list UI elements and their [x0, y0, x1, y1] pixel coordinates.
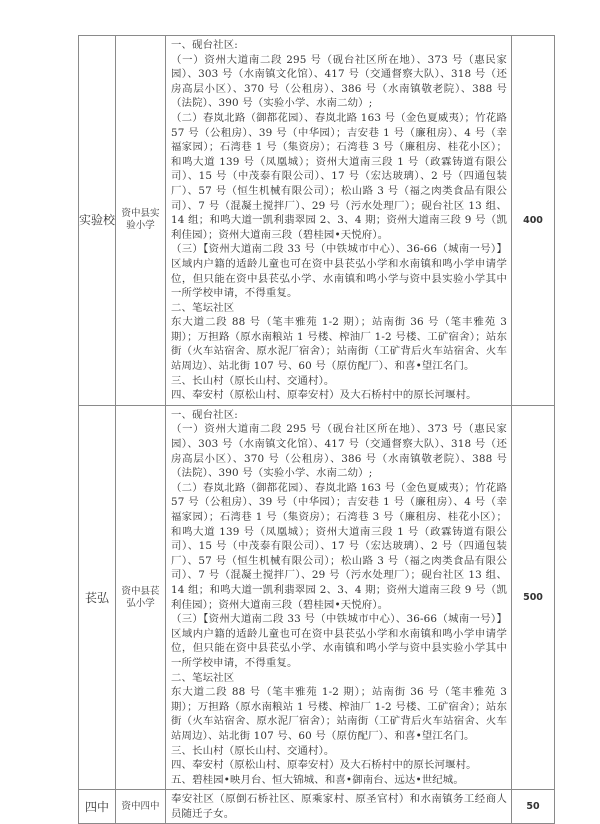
- zone-description-cell: [166, 790, 512, 824]
- table-row: [79, 790, 555, 824]
- zone-paragraph: （二）春岚北路（御都花园）、春岚北路 163 号（金色夏威夷）；竹花路 57 号（公租房）、39 号（中华园）；吉安巷 1 号（廉租房）、4 号（幸福家园）；石湾巷 1 号（集资房）；石湾巷 3 号（廉租房、桂花小区）；和鸣大道 139 号（凤凰城）；资州大道南三段 1 号（政霖铸道有限公司）、15 号（中茂泰有限公司）、17 号（宏达玻璃）、2 号（四通包装厂）、57 号（恒生机械有限公司）；松山路 3 号（福之肉类食品有限公司）、7 号（混凝土搅拌厂）、29 号（污水处理厂）；砚台社区 13 组、14 组；和鸣大道一凯利翡翠园 2、3、4 期；资州大道南三段 9 号（凯利佳园）；资州大道南三段（碧桂园•天悦府）。: [171, 111, 507, 241]
- zone-paragraph: （一）资州大道南二段 295 号（砚台社区所在地）、373 号（惠民家园）、303 号（水南镇文化馆）、417 号（交通督察大队）、318 号（还房高层小区）、370 号（公租房）、386 号（水南镇敬老院）、388 号（法院）、390 号（实验小学、水南二幼）;: [171, 53, 507, 110]
- quota-cell: 500: [512, 405, 555, 789]
- zone-description-cell: [166, 36, 512, 406]
- zone-description-cell: [166, 405, 512, 789]
- zone-paragraph: 东大道二段 88 号（笔丰雅苑 1-2 期）；站南街 36 号（笔丰雅苑 3 期）；万担路（原水南粮站 1 号楼、榨油厂 1-2 号楼、工矿宿舍）；站东街（火车站宿舍、原水泥厂宿舍）；站南街（工矿背后火车站宿舍、火车站周边）、站北街 107 号、60 号（原仿配厂）、和喜•望江名门。: [171, 686, 507, 742]
- zone-paragraph: 二、笔坛社区: [171, 671, 235, 684]
- district-cell: 苌弘: [79, 405, 116, 789]
- zone-paragraph: 东大道二段 88 号（笔丰雅苑 1-2 期）；站南街 36 号（笔丰雅苑 3 期）；万担路（原水南粮站 1 号楼、榨油厂 1-2 号楼、工矿宿舍）；站东街（火车站宿舍、原水泥厂宿舍）；站南街（工矿背后火车站宿舍、火车站周边）、站北街 107 号、60 号（原仿配厂）、和喜•望江名门。: [171, 316, 507, 373]
- zone-paragraph: 三、长山村（原长山村、交通村）。: [171, 374, 335, 387]
- zone-paragraph: （二）春岚北路（御都花园）、春岚北路 163 号（金色夏威夷）；竹花路 57 号（公租房）、39 号（中华园）；吉安巷 1 号（廉租房）、4 号（幸福家园）；石湾巷 1 号（集资房）；石湾巷 3 号（廉租房、桂花小区）；和鸣大道 139 号（凤凰城）；资州大道南三段 1 号（政霖铸道有限公司）、15 号（中茂泰有限公司）、17 号（宏达玻璃）、2 号（四通包装厂）、57 号（恒生机械有限公司）；松山路 3 号（福之肉类食品有限公司）、7 号（混凝土搅拌厂）、29 号（污水处理厂）；砚台社区 13 组、14 组；和鸣大道一凯利翡翠园 2、3、4 期；资州大道南三段 9 号（凯利佳园）；资州大道南三段（碧桂园•天悦府）。: [171, 481, 507, 611]
- district-cell: 四中: [79, 790, 116, 824]
- quota-cell: 50: [512, 790, 555, 824]
- zone-paragraph: 五、碧桂园•映月台、恒大锦城、和喜•御南台、远达•世纪城。: [171, 773, 464, 786]
- zone-paragraph: 四、奉安村（原松山村、原奉安村）及大石桥村中的原长河堰村。: [171, 759, 477, 772]
- zone-paragraph: 四、奉安村（原松山村、原奉安村）及大石桥村中的原长河堰村。: [171, 389, 477, 402]
- zone-paragraph: 三、长山村（原长山村、交通村）。: [171, 744, 335, 757]
- school-cell: 资中县实验小学: [116, 36, 166, 406]
- zone-paragraph: （一）资州大道南二段 295 号（砚台社区所在地）、373 号（惠民家园）、303 号（水南镇文化馆）、417 号（交通督察大队）、318 号（还房高层小区）、370 号（公租房）、386 号（水南镇敬老院）、388 号（法院）、390 号（实验小学、水南二幼）;: [171, 423, 507, 480]
- zone-paragraph: （三）【资州大道南二段 33 号（中铁城市中心）、36-66（城南一号）】区域内户籍的适龄儿童也可在资中县苌弘小学和水南镇和鸣小学申请学位，但只能在资中县苌弘小学、水南镇和鸣小学与资中县实验小学其中一所学校申请，不得重复。: [171, 243, 507, 300]
- zone-paragraph: （三）【资州大道南二段 33 号（中铁城市中心）、36-66（城南一号）】区域内户籍的适龄儿童也可在资中县苌弘小学和水南镇和鸣小学申请学位，但只能在资中县苌弘小学、水南镇和鸣小学与资中县实验小学其中一所学校申请，不得重复。: [171, 613, 507, 669]
- enrollment-zone-table: [78, 35, 555, 824]
- table-row: [79, 36, 555, 406]
- district-cell: 实验校: [79, 36, 116, 406]
- quota-cell: 400: [512, 36, 555, 406]
- school-cell: 资中四中: [116, 790, 166, 824]
- table-row: [79, 405, 555, 789]
- zone-paragraph: 一、砚台社区:: [171, 408, 238, 421]
- school-cell: 资中县苌弘小学: [116, 405, 166, 789]
- zone-paragraph: 一、砚台社区:: [171, 39, 238, 51]
- zone-paragraph: 奉安社区（原倒石桥社区、原乘家村、原圣官村）和水南镇务工经商人员随迁子女。: [171, 793, 507, 820]
- zone-paragraph: 二、笔坛社区: [171, 301, 235, 314]
